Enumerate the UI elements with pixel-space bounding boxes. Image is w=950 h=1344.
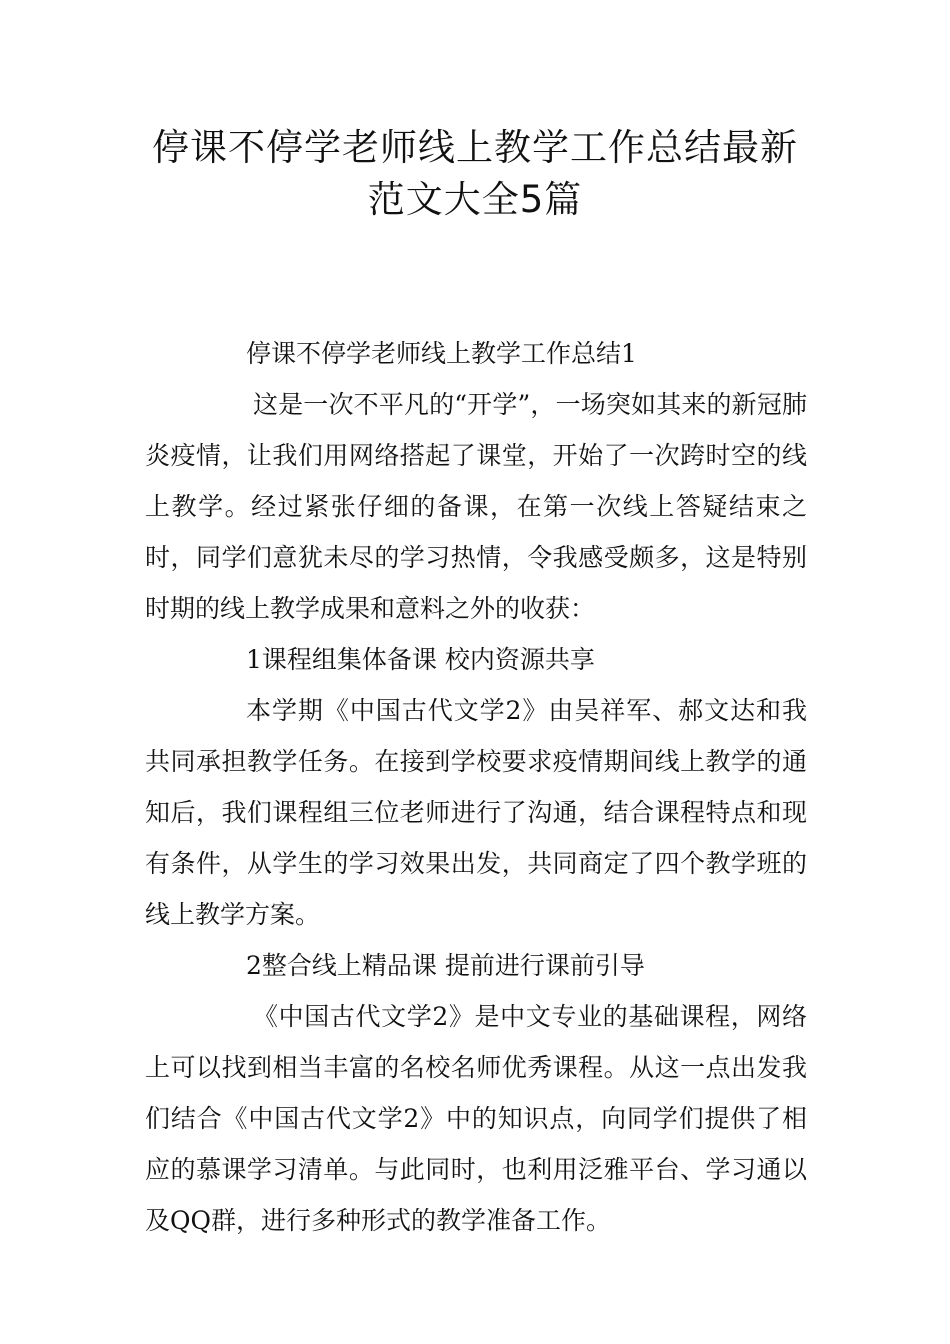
- paragraph-3: 《中国古代文学2》是中文专业的基础课程，网络上可以找到相当丰富的名校名师优秀课程。从这一点出发我们结合《中国古代文学2》中的知识点，向同学们提供了相应的慕课学习清单。与此同时，也利用泛雅平台、学习通以及QQ群，进行多种形式的教学准备工作。: [145, 1002, 807, 1235]
- title-line-2: 范文大全5篇: [367, 178, 583, 221]
- subheading-2: 2整合线上精品课 提前进行课前引导: [246, 951, 645, 980]
- subheading-1: 1课程组集体备课 校内资源共享: [246, 645, 595, 674]
- paragraph-1: 这是一次不平凡的“开学”，一场突如其来的新冠肺炎疫情，让我们用网络搭起了课堂，开始了一次跨时空的线上教学。经过紧张仔细的备课，在第一次线上答疑结束之时，同学们意犹未尽的学习热情，令我感受颇多，这是特别时期的线上教学成果和意料之外的收获：: [145, 390, 807, 623]
- document-body: [145, 328, 807, 1246]
- document-title: [100, 122, 850, 226]
- paragraph-2: 本学期《中国古代文学2》由吴祥军、郝文达和我共同承担教学任务。在接到学校要求疫情期间线上教学的通知后，我们课程组三位老师进行了沟通，结合课程特点和现有条件，从学生的学习效果出发，共同商定了四个教学班的线上教学方案。: [145, 696, 807, 929]
- section-heading: 停课不停学老师线上教学工作总结1: [246, 339, 637, 368]
- title-line-1: 停课不停学老师线上教学工作总结最新: [152, 126, 798, 169]
